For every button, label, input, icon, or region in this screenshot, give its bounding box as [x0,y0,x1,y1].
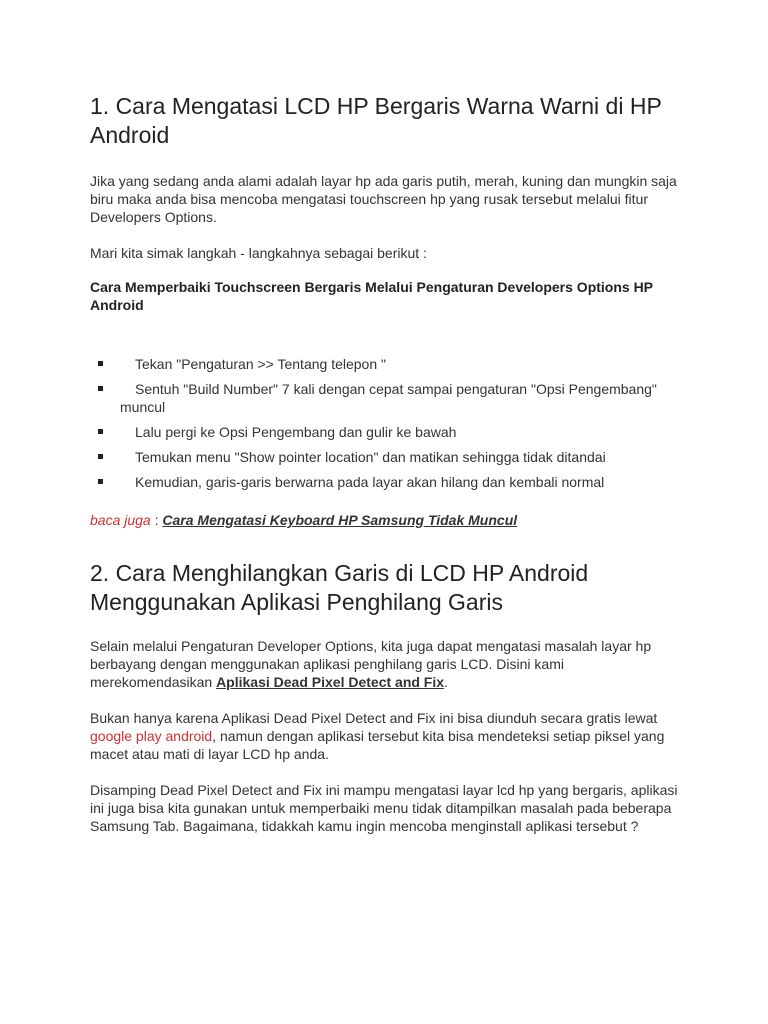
square-bullet-icon [98,429,103,434]
section2-title: 2. Cara Menghilangkan Garis di LCD HP Android Menggunakan Aplikasi Penghilang Garis [90,560,589,615]
step-text: Sentuh "Build Number" 7 kali dengan cepat sampai pengaturan "Opsi Pengembang" muncul [120,381,657,415]
article-body [90,92,690,835]
step-text: Kemudian, garis-garis berwarna pada layar akan hilang dan kembali normal [135,474,605,490]
list-item [90,473,690,491]
section1-subheading: Cara Memperbaiki Touchscreen Bergaris Melalui Pengaturan Developers Options HP Android [90,279,653,313]
section2-p2-end: , namun dengan aplikasi tersebut kita bisa mendeteksi setiap piksel yang macet atau mati di layar LCD hp anda. [90,728,665,762]
section2-p1-end: . [444,674,448,690]
square-bullet-icon [98,454,103,459]
related-prefix: baca juga [90,512,151,528]
section2-paragraph-3: Disamping Dead Pixel Detect and Fix ini mampu mengatasi layar lcd hp yang bergaris, aplikasi ini juga bisa kita gunakan untuk memperbaiki menu tidak ditampilkan masalah pada beberapa Samsung Tab. Bagaimana, tidakkah kamu ingin mencoba menginstall aplikasi tersebut ? [90,782,678,834]
square-bullet-icon [98,361,103,366]
dead-pixel-app-link[interactable]: Aplikasi Dead Pixel Detect and Fix [216,674,445,690]
step-text: Lalu pergi ke Opsi Pengembang dan gulir ke bawah [135,424,457,440]
related-separator: : [150,512,163,528]
related-article [90,511,690,529]
list-item [90,448,690,466]
steps-list [90,355,690,491]
square-bullet-icon [98,479,103,484]
section1-intro: Jika yang sedang anda alami adalah layar hp ada garis putih, merah, kuning dan mungkin saja biru maka anda bisa mencoba mengatasi touchscreen hp yang rusak tersebut melalui fitur Developers Options. [90,173,677,225]
section2-p1-text: Selain melalui Pengaturan Developer Options, kita juga dapat mengatasi masalah layar hp berbayang dengan menggunakan aplikasi penghilang garis LCD. Disini kami merekomendasikan [90,638,652,690]
step-text: Temukan menu "Show pointer location" dan matikan sehingga tidak ditandai [135,449,606,465]
section2-p2-text: Bukan hanya karena Aplikasi Dead Pixel Detect and Fix ini bisa diunduh secara gratis lewat [90,710,658,726]
section1-title: 1. Cara Mengatasi LCD HP Bergaris Warna Warni di HP Android [90,93,662,148]
section2-paragraph-1 [90,637,690,691]
list-item [90,380,690,416]
list-item [90,355,690,373]
google-play-link[interactable]: google play android [90,728,213,744]
section2-paragraph-2 [90,709,690,763]
section1-lead: Mari kita simak langkah - langkahnya sebagai berikut : [90,245,427,261]
step-text: Tekan "Pengaturan >> Tentang telepon " [135,356,386,372]
related-article-link[interactable]: Cara Mengatasi Keyboard HP Samsung Tidak Muncul [162,512,518,528]
square-bullet-icon [98,386,103,391]
list-item [90,423,690,441]
